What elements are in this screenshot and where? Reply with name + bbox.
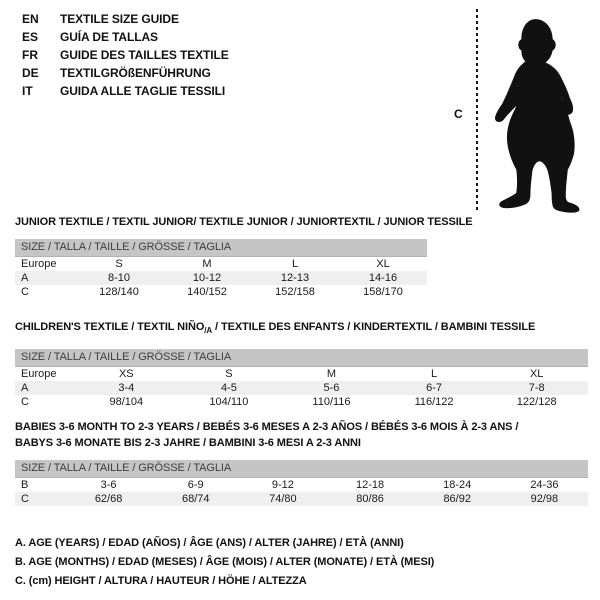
language-code: IT [22, 84, 33, 98]
table-cell: A [21, 382, 29, 395]
table-cell: M [202, 258, 212, 270]
table-cell: 12-13 [280, 272, 310, 284]
table-cell: 10-12 [192, 272, 222, 284]
table-cell: 6-9 [187, 479, 204, 491]
baby-silhouette-icon [488, 8, 586, 215]
table-cell: 14-16 [368, 272, 398, 284]
table-cell: 92/98 [530, 493, 559, 505]
title-line-2: BABYS 3-6 MONATE BIS 2-3 JAHRE / BAMBINI 3-6 MESI A 2-3 ANNI [15, 437, 361, 449]
table-cell: 8-10 [107, 272, 131, 284]
table-cell: Europe [21, 258, 57, 270]
table-cell: B [21, 479, 29, 491]
footnote-b: B. AGE (MONTHS) / EDAD (MESES) / ÂGE (MOIS) / ALTER (MONATE) / ETÀ (MESI) [15, 556, 435, 568]
language-list [22, 10, 229, 100]
table-cell: 128/140 [99, 286, 139, 298]
footnote-c: C. (cm) HEIGHT / ALTURA / HAUTEUR / HÖHE / ALTEZZA [15, 575, 307, 587]
table-cell: L [431, 368, 438, 381]
table-cell: 5-6 [323, 382, 340, 395]
table-row [15, 478, 588, 492]
language-row [22, 82, 229, 100]
table-cell: XL [529, 368, 544, 381]
title-text: CHILDREN'S TEXTILE / TEXTIL NIÑO [15, 321, 205, 333]
language-label: GUIDA ALLE TAGLIE TESSILI [60, 84, 226, 98]
language-row [22, 46, 229, 64]
section-title [15, 419, 588, 451]
table-cell: M [326, 368, 337, 381]
footnote-a: A. AGE (YEARS) / EDAD (AÑOS) / ÂGE (ANS) / ALTER (JAHRE) / ETÀ (ANNI) [15, 537, 404, 549]
table-row [15, 271, 427, 285]
children-size-table [15, 367, 588, 409]
title-subscript: /A [204, 326, 213, 336]
language-row [22, 64, 229, 82]
size-header-bar: SIZE / TALLA / TAILLE / GRÖSSE / TAGLIA [15, 460, 588, 478]
title-line-1: BABIES 3-6 MONTH TO 2-3 YEARS / BEBÉS 3-6 MESES A 2-3 AÑOS / BÉBÉS 3-6 MOIS À 2-3 ANS / [15, 421, 519, 433]
table-cell: 104/110 [209, 396, 249, 409]
table-cell: C [21, 396, 29, 409]
table-cell: 24-36 [530, 479, 559, 491]
section-title [15, 320, 588, 338]
table-cell: 152/158 [275, 286, 315, 298]
babies-size-table [15, 478, 588, 506]
table-row [15, 285, 427, 299]
size-header-bar: SIZE / TALLA / TAILLE / GRÖSSE / TAGLIA [15, 239, 427, 257]
table-cell: XL [376, 258, 390, 270]
table-cell: 74/80 [269, 493, 297, 505]
table-cell: 7-8 [528, 382, 545, 395]
height-measure-label: C [454, 107, 463, 121]
table-cell: 18-24 [443, 479, 472, 491]
table-cell: 4-5 [220, 382, 237, 395]
table-cell: 68/74 [181, 493, 210, 505]
table-cell: S [115, 258, 123, 270]
table-cell: Europe [21, 368, 57, 381]
section-title: JUNIOR TEXTILE / TEXTIL JUNIOR/ TEXTILE JUNIOR / JUNIORTEXTIL / JUNIOR TESSILE [15, 216, 473, 228]
section-babies [15, 419, 588, 506]
table-cell: 3-4 [118, 382, 135, 395]
language-code: EN [22, 12, 39, 26]
table-cell: S [225, 368, 233, 381]
table-cell: 140/152 [187, 286, 227, 298]
table-row [15, 492, 588, 506]
table-cell: 98/104 [109, 396, 144, 409]
table-cell: 158/170 [363, 286, 403, 298]
junior-size-table [15, 257, 427, 299]
section-children [15, 320, 588, 409]
language-code: ES [22, 30, 39, 44]
table-row [15, 257, 427, 271]
table-cell: 6-7 [426, 382, 443, 395]
height-measure-line [476, 9, 478, 210]
table-row [15, 367, 588, 381]
table-row [15, 381, 588, 395]
language-row [22, 10, 229, 28]
table-cell: A [21, 272, 29, 284]
language-label: GUÍA DE TALLAS [60, 30, 158, 44]
footnotes [15, 534, 434, 591]
table-cell: 80/86 [356, 493, 384, 505]
table-cell: C [21, 493, 29, 505]
table-cell: 3-6 [100, 479, 117, 491]
table-cell: 9-12 [271, 479, 294, 491]
language-code: DE [22, 66, 39, 80]
language-label: GUIDE DES TAILLES TEXTILE [60, 48, 229, 62]
table-cell: XS [118, 368, 134, 381]
height-figure [450, 5, 598, 217]
language-label: TEXTILGRÖßENFÜHRUNG [60, 66, 211, 80]
table-cell: C [21, 286, 29, 298]
language-row [22, 28, 229, 46]
table-cell: 122/128 [516, 396, 557, 409]
table-cell: 86/92 [443, 493, 471, 505]
title-text: / TEXTILE DES ENFANTS / KINDERTEXTIL / BAMBINI TESSILE [212, 321, 536, 333]
table-cell: L [291, 258, 299, 270]
language-code: FR [22, 48, 38, 62]
table-row [15, 395, 588, 409]
section-junior [15, 215, 473, 299]
size-header-bar: SIZE / TALLA / TAILLE / GRÖSSE / TAGLIA [15, 349, 588, 367]
table-cell: 110/116 [312, 396, 351, 409]
table-cell: 62/68 [94, 493, 123, 505]
table-cell: 116/122 [414, 396, 454, 409]
table-cell: 12-18 [355, 479, 385, 491]
language-label: TEXTILE SIZE GUIDE [60, 12, 179, 26]
